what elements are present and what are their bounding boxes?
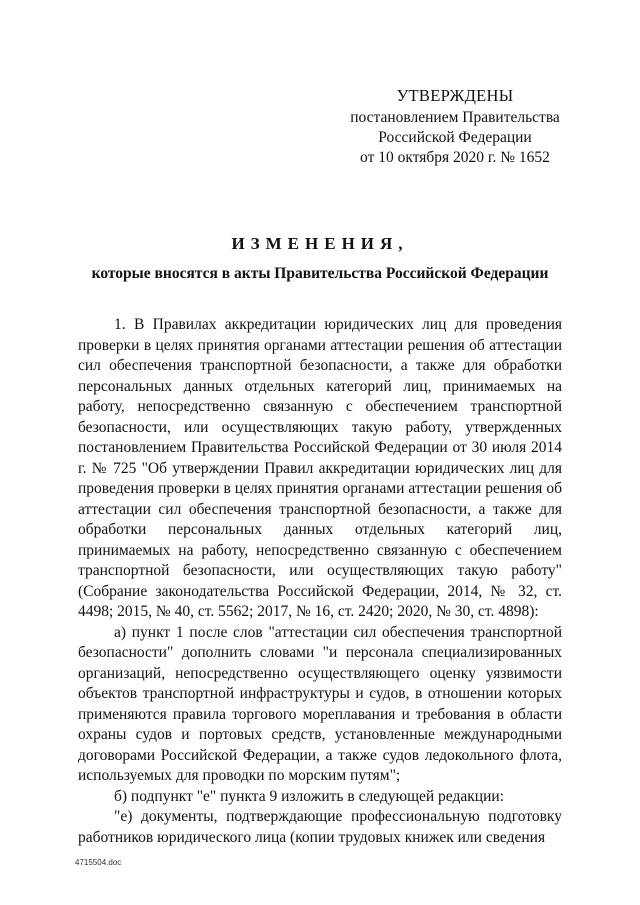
approval-stamp — [340, 86, 570, 168]
approval-line-date-number: от 10 октября 2020 г. № 1652 — [360, 149, 550, 166]
document-file-code: 4715504.doc — [75, 858, 122, 867]
paragraph-subitem-a: а) пункт 1 после слов "аттестации сил обеспечения транспортной безопасности" дополнить словами "и персонала специализированных организаций, непосредственно осуществляющего оценку уязвимости объектов транспортной инфраструктуры и судов, в отношении которых применяются правила торгового мореплавания и требования в области охраны судов и портовых средств, установленные международными договорами Российской Федерации, а также судов ледокольного флота, используемых для проводки по морским путям"; — [78, 623, 562, 784]
document-subtitle: которые вносятся в акты Правительства Российской Федерации — [91, 265, 549, 282]
approval-line-decree: постановлением Правительства — [350, 109, 560, 126]
approval-title: УТВЕРЖДЕНЫ — [396, 86, 514, 105]
paragraph-subitem-b: б) подпункт "е" пункта 9 изложить в следующей редакции: — [114, 787, 504, 805]
document-body — [78, 315, 562, 848]
approval-line-federation: Российской Федерации — [378, 129, 532, 146]
paragraph-item-1: 1. В Правилах аккредитации юридических лиц для проведения проверки в целях принятия органами аттестации решения об аттестации сил обеспечения транспортной безопасности, а также для обработки персональных данных отдельных категорий лиц, принимаемых на работу, непосредственно связанную с обеспечением транспортной безопасности, или осуществляющих такую работу, утвержденных постановлением Правительства Российской Федерации от 30 июля 2014 г. № 725 "Об утверждении Правил аккредитации юридических лиц для проведения проверки в целях принятия органами аттестации решения об аттестации сил обеспечения транспортной безопасности, а также для обработки персональных данных отдельных категорий лиц, принимаемых на работу, непосредственно связанную с обеспечением транспортной безопасности, или осуществляющих такую работу" (Собрание законодательства Российской Федерации, 2014, № 32, ст. 4498; 2015, № 40, ст. 5562; 2017, № 16, ст. 2420; 2020, № 30, ст. 4898): — [78, 316, 562, 620]
paragraph-quoted-e: "е) документы, подтверждающие профессиональную подготовку работников юридического лица (копии трудовых книжек или сведения — [78, 808, 562, 846]
document-heading — [60, 232, 580, 285]
document-title: ИЗМЕНЕНИЯ, — [231, 234, 409, 253]
